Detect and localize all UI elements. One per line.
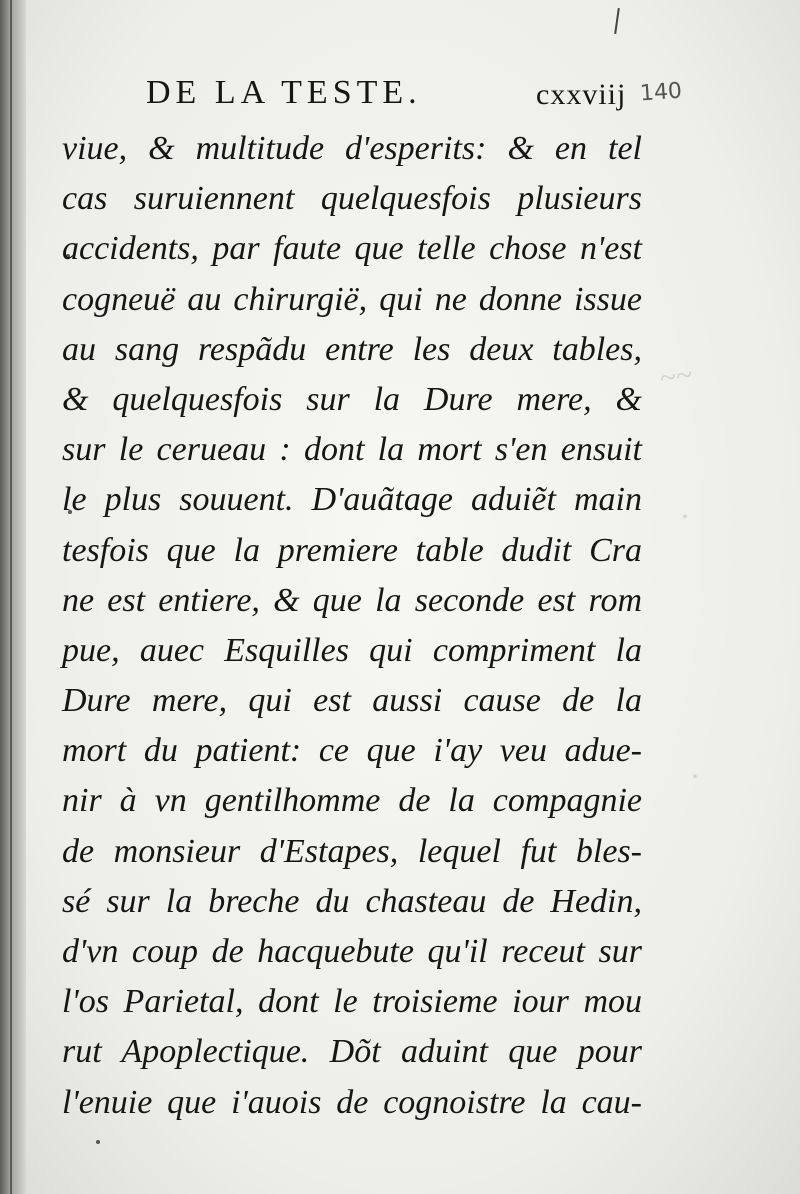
folio-number: cxxviij	[536, 78, 627, 111]
text-line: l'os Parietal, dont le troisieme iour mou	[62, 983, 642, 1021]
pencil-page-number: 140	[639, 78, 683, 107]
page-edge	[10, 0, 12, 1194]
text-line: Dure mere, qui est aussi cause de la	[62, 682, 642, 720]
text-line: d'vn coup de hacquebute qu'il receut sur	[62, 933, 642, 970]
running-head-title: DE LA TESTE.	[146, 74, 422, 111]
text-line: pue, auec Esquilles qui compriment la	[62, 631, 642, 669]
show-through-ghost-text: ·	[690, 760, 700, 793]
text-line: rut Apoplectique. Dõt aduint que pour	[62, 1033, 642, 1071]
text-line: mort du patient: ce que i'ay veu adue-	[62, 732, 642, 770]
text-line: l'enuie que i'auois de cognoistre la cau-	[62, 1083, 642, 1121]
text-line: ne est entiere, & que la seconde est rom	[62, 581, 642, 619]
body-text	[62, 124, 642, 1128]
text-line: sur le cerueau : dont la mort s'en ensuit	[62, 431, 642, 469]
text-line: le plus souuent. D'auãtage aduiẽt main	[62, 481, 642, 519]
text-line: sé sur la breche du chasteau de Hedin,	[62, 882, 642, 920]
text-line: & quelquesfois sur la Dure mere, &	[62, 380, 642, 418]
ink-tick-mark	[614, 8, 620, 34]
text-line: de monsieur d'Estapes, lequel fut bles-	[62, 832, 642, 870]
text-line: tesfois que la premiere table dudit Cra	[62, 531, 642, 569]
text-line: au sang respãdu entre les deux tables,	[62, 330, 642, 368]
text-line: cogneuë au chirurgië, qui ne donne issue	[62, 280, 642, 318]
show-through-ghost-text: ·	[680, 500, 690, 533]
show-through-ghost-text: ~~	[657, 357, 695, 396]
ink-speck	[96, 1140, 100, 1144]
text-line: accidents, par faute que telle chose n'est	[62, 230, 642, 268]
running-head	[60, 74, 660, 118]
page-gutter-shadow	[0, 0, 26, 1194]
text-line: cas suruiennent quelquesfois plusieurs	[62, 180, 642, 218]
text-line: nir à vn gentilhomme de la compagnie	[62, 782, 642, 820]
text-line: viue, & multitude d'esperits: & en tel	[62, 130, 642, 167]
